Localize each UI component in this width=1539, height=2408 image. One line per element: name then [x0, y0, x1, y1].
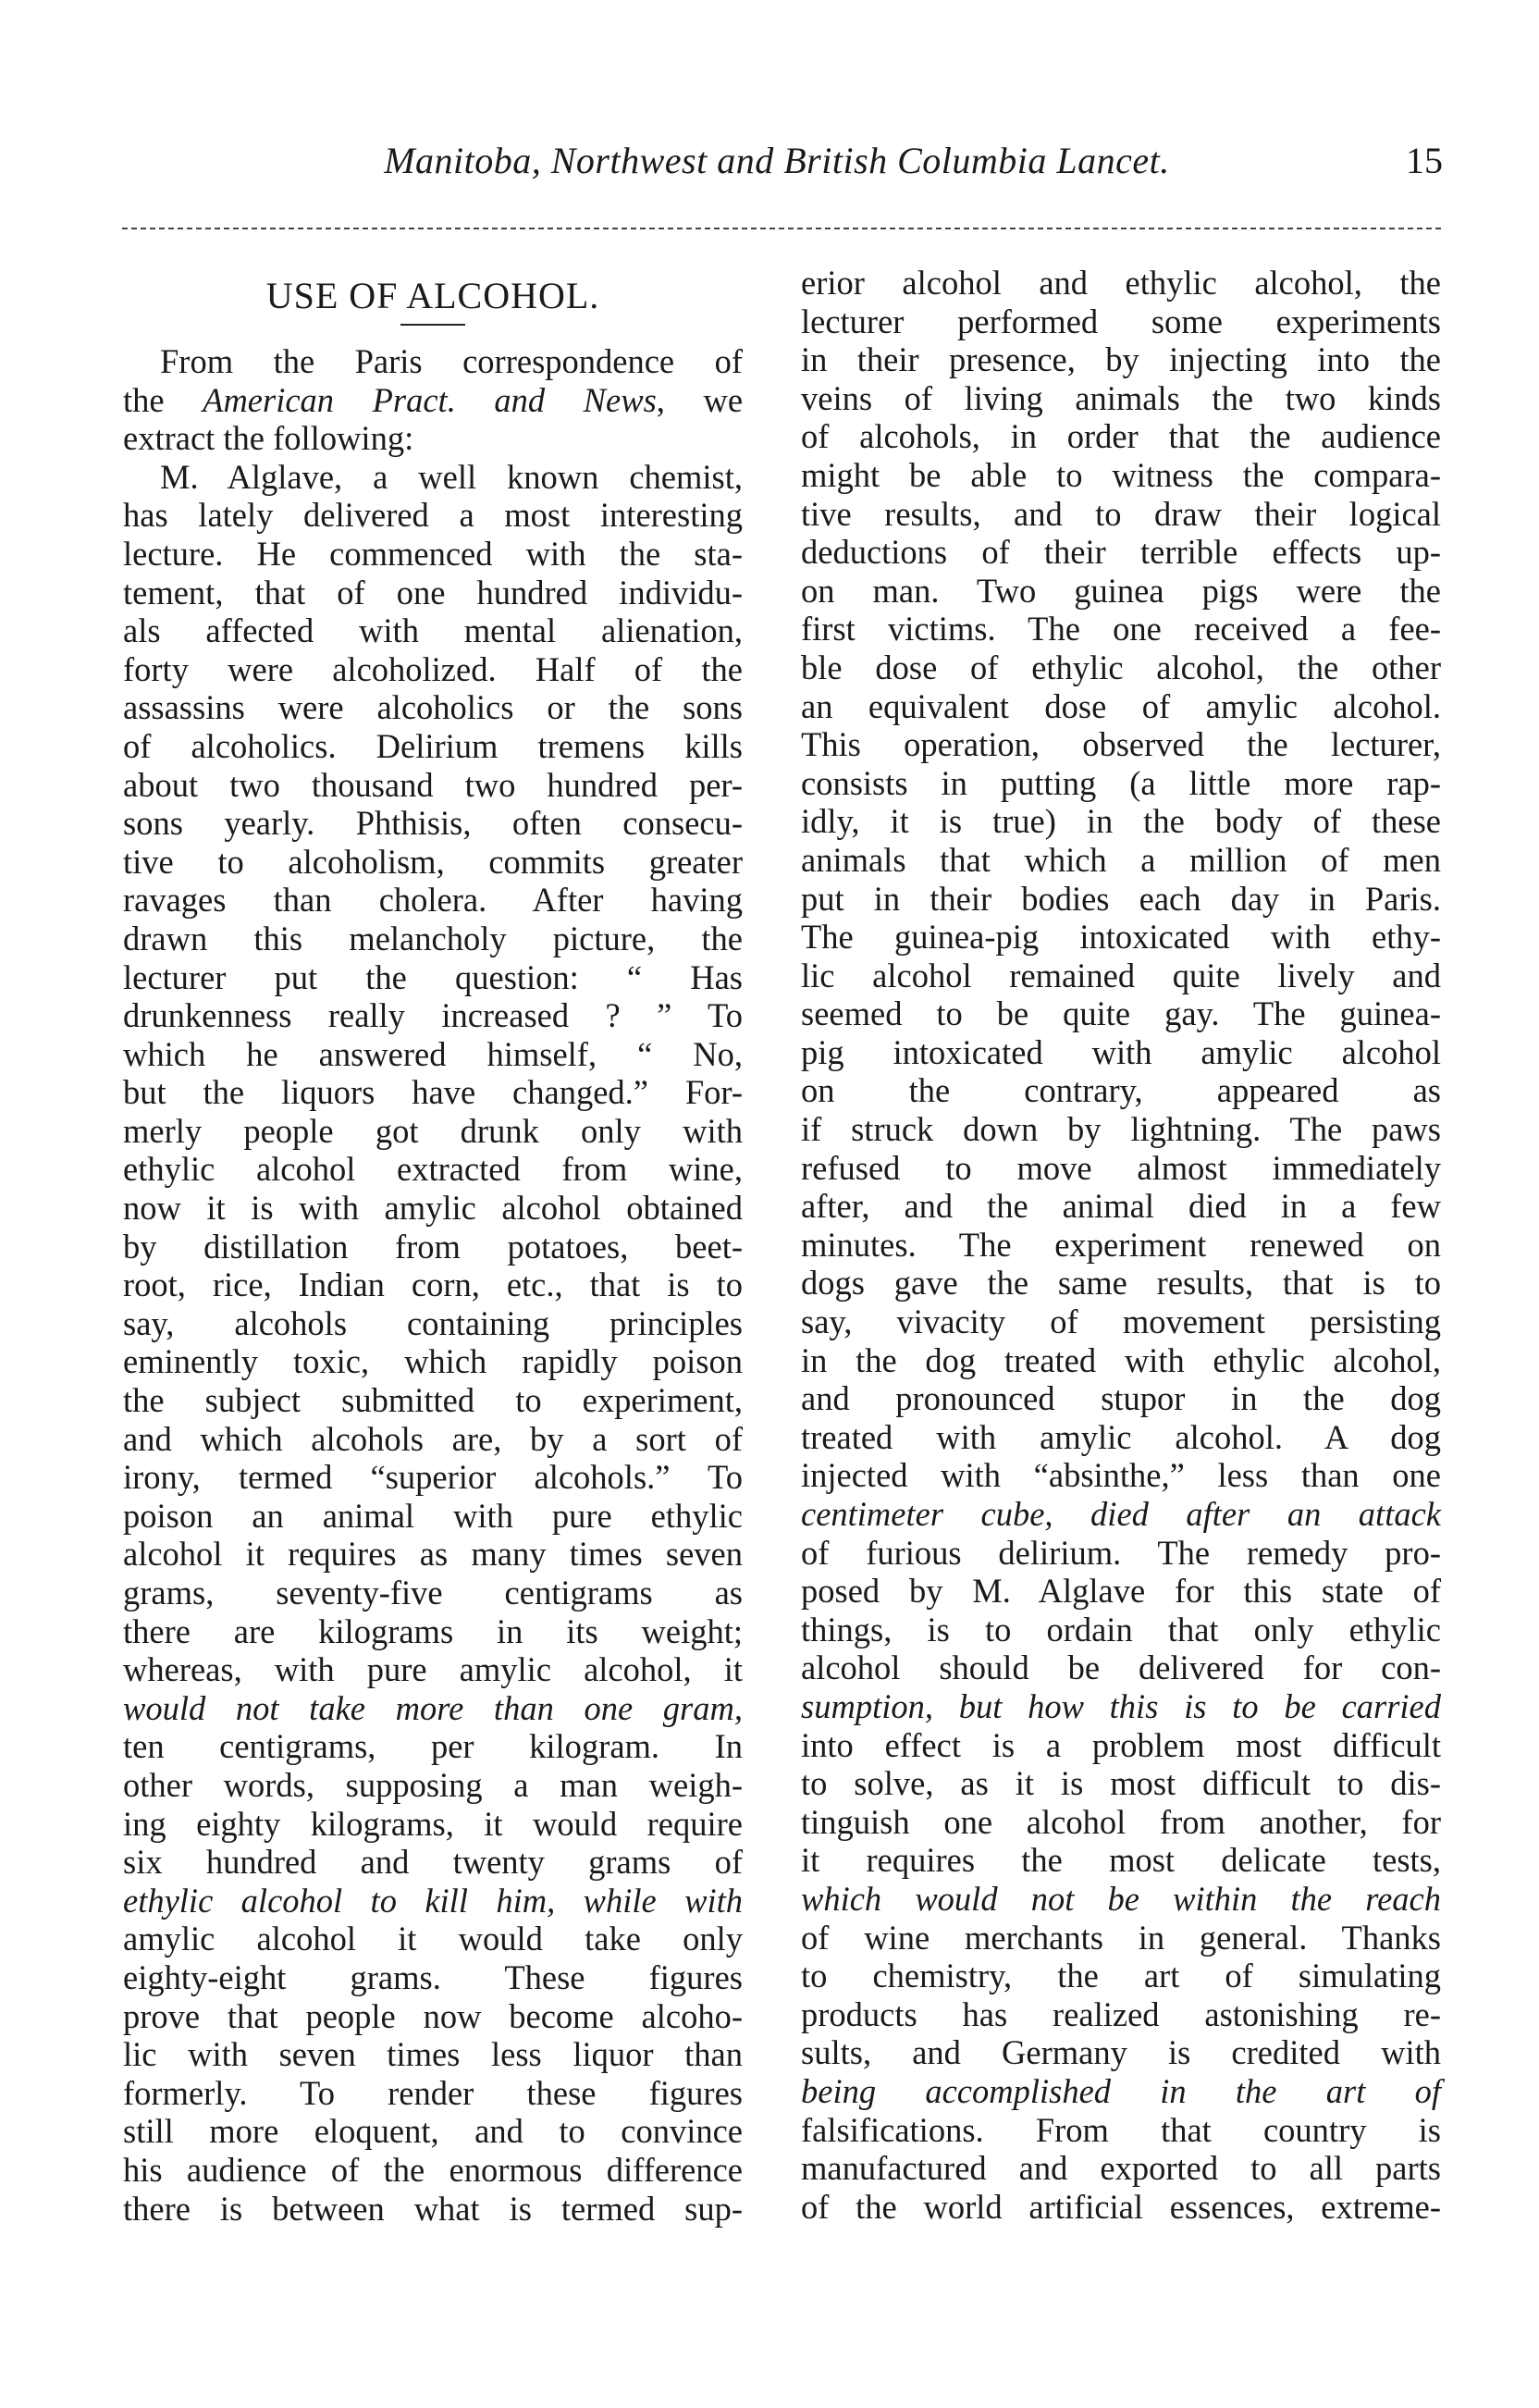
text-line: deductions of their terrible effects up-	[801, 533, 1441, 572]
text-line: six hundred and twenty grams of	[123, 1843, 743, 1882]
text-line: tive to alcoholism, commits greater	[123, 842, 743, 881]
text-line: things, is to ordain that only ethylic	[801, 1610, 1441, 1649]
text-line: into effect is a problem most difficult	[801, 1725, 1441, 1764]
text-line: amylic alcohol it would take only	[123, 1920, 743, 1958]
text-line: forty were alcoholized. Half of the	[123, 649, 743, 688]
text-line: irony, termed “superior alcohols.” To	[123, 1458, 743, 1497]
text-line: the American Pract. and News, we	[123, 380, 744, 419]
left-column-body	[123, 342, 743, 2228]
text-line: which would not be within the reach	[801, 1879, 1441, 1918]
text-line: ravages than cholera. After having	[123, 881, 743, 920]
text-line: first victims. The one received a fee-	[801, 610, 1441, 648]
text-line: alcohol should be delivered for con-	[801, 1649, 1441, 1687]
text-line: in their presence, by injecting into the	[801, 340, 1441, 379]
text-line: tive results, and to draw their logical	[801, 494, 1441, 533]
text-line: falsifications. From that country is	[801, 2110, 1441, 2149]
left-column	[123, 264, 743, 2228]
text-line: eminently toxic, which rapidly poison	[123, 1342, 743, 1381]
text-line: lic alcohol remained quite lively and	[801, 956, 1441, 994]
text-line: has lately delivered a most interesting	[123, 496, 743, 535]
text-line: whereas, with pure amylic alcohol, it	[123, 1650, 743, 1689]
header-rule	[122, 228, 1441, 229]
text-line: an equivalent dose of amylic alcohol.	[801, 686, 1441, 725]
text-line: and which alcohols are, by a sort of	[123, 1419, 743, 1458]
text-line: From the Paris correspondence of	[160, 342, 743, 380]
text-line: there is between what is termed sup-	[123, 2189, 743, 2228]
title-rule	[400, 324, 465, 326]
text-line: of the world artificial essences, extreme-	[801, 2187, 1441, 2226]
text-line: animals that which a million of men	[801, 840, 1441, 879]
text-line: put in their bodies each day in Paris.	[801, 879, 1441, 918]
text-line: sults, and Germany is credited with	[801, 2033, 1441, 2072]
text-line: extract the following:	[123, 419, 414, 458]
text-line: idly, it is true) in the body of these	[801, 802, 1441, 841]
text-line: ethylic alcohol to kill him, while with	[123, 1881, 743, 1920]
text-line: prove that people now become alcoho-	[123, 1996, 743, 2035]
text-line: als affected with mental alienation,	[123, 611, 743, 650]
text-line: The guinea-pig intoxicated with ethy-	[801, 918, 1441, 957]
text-line: the subject submitted to experiment,	[123, 1381, 743, 1420]
text-line: but the liquors have changed.” For-	[123, 1073, 743, 1112]
text-line: ethylic alcohol extracted from wine,	[123, 1150, 743, 1189]
text-line: grams, seventy-five centigrams as	[123, 1574, 743, 1612]
text-line: erior alcohol and ethylic alcohol, the	[801, 264, 1441, 302]
text-line: assassins were alcoholics or the sons	[123, 688, 743, 727]
text-line: on man. Two guinea pigs were the	[801, 571, 1441, 610]
text-line: ten centigrams, per kilogram. In	[123, 1727, 743, 1766]
text-line: by distillation from potatoes, beet-	[123, 1227, 743, 1266]
text-line: alcohol it requires as many times seven	[123, 1535, 743, 1574]
text-line: lecturer performed some experiments	[801, 302, 1441, 340]
text-line: there are kilograms in its weight;	[123, 1612, 743, 1650]
running-head	[111, 139, 1443, 194]
text-line: about two thousand two hundred per-	[123, 765, 743, 804]
text-line: would not take more than one gram,	[123, 1688, 743, 1727]
text-line: and pronounced stupor in the dog	[801, 1379, 1441, 1418]
text-line: ing eighty kilograms, it would require	[123, 1804, 743, 1843]
text-line: on the contrary, appeared as	[801, 1071, 1441, 1110]
right-column	[801, 264, 1441, 2226]
page-number: 15	[1406, 140, 1443, 181]
text-line: of furious delirium. The remedy pro-	[801, 1533, 1441, 1572]
text-line: eighty-eight grams. These figures	[123, 1957, 743, 1996]
text-line: tinguish one alcohol from another, for	[801, 1802, 1441, 1841]
text-line: dogs gave the same results, that is to	[801, 1264, 1441, 1303]
text-line: pig intoxicated with amylic alcohol	[801, 1032, 1441, 1071]
text-line: sumption, but how this is to be carried	[801, 1686, 1441, 1725]
text-line: lecture. He commenced with the sta-	[123, 534, 743, 573]
text-line: seemed to be quite gay. The guinea-	[801, 994, 1441, 1033]
text-line: in the dog treated with ethylic alcohol,	[801, 1340, 1441, 1379]
text-line: lic with seven times less liquor than	[123, 2035, 743, 2074]
text-line: merly people got drunk only with	[123, 1111, 743, 1150]
right-column-body	[801, 264, 1441, 2226]
text-line: refused to move almost immediately	[801, 1148, 1441, 1187]
text-line: poison an animal with pure ethylic	[123, 1496, 743, 1535]
text-line: minutes. The experiment renewed on	[801, 1225, 1441, 1264]
text-line: tement, that of one hundred individu-	[123, 573, 743, 611]
text-line: drunkenness really increased ? ” To	[123, 996, 743, 1035]
text-line: sons yearly. Phthisis, often consecu-	[123, 804, 743, 843]
text-line: after, and the animal died in a few	[801, 1187, 1441, 1226]
text-line: root, rice, Indian corn, etc., that is to	[123, 1266, 743, 1304]
text-line: posed by M. Alglave for this state of	[801, 1572, 1441, 1611]
text-line: drawn this melancholy picture, the	[123, 919, 743, 957]
text-line: being accomplished in the art of	[801, 2071, 1441, 2110]
text-line: of alcoholics. Delirium tremens kills	[123, 726, 743, 765]
text-line: injected with “absinthe,” less than one	[801, 1456, 1441, 1495]
text-line: This operation, observed the lecturer,	[801, 725, 1441, 764]
article-title: USE OF ALCOHOL.	[265, 275, 600, 316]
text-line: say, alcohols containing principles	[123, 1303, 743, 1342]
text-line: centimeter cube, died after an attack	[801, 1495, 1441, 1533]
text-line: veins of living animals the two kinds	[801, 378, 1441, 417]
text-line: which he answered himself, “ No,	[123, 1034, 743, 1073]
running-title: Manitoba, Northwest and British Columbia Lancet.	[384, 140, 1170, 181]
text-line: if struck down by lightning. The paws	[801, 1110, 1441, 1149]
text-line: now it is with amylic alcohol obtained	[123, 1189, 743, 1228]
text-line: products has realized astonishing re-	[801, 1994, 1441, 2033]
text-line: might be able to witness the compara-	[801, 455, 1441, 494]
text-line: M. Alglave, a well known chemist,	[160, 457, 743, 496]
text-line: manufactured and exported to all parts	[801, 2149, 1441, 2188]
text-line: of alcohols, in order that the audience	[801, 417, 1441, 456]
text-line: say, vivacity of movement persisting	[801, 1303, 1441, 1341]
text-line: still more eloquent, and to convince	[123, 2112, 743, 2151]
text-line: to solve, as it is most difficult to dis-	[801, 1764, 1441, 1803]
text-line: formerly. To render these figures	[123, 2073, 743, 2112]
text-line: his audience of the enormous difference	[123, 2150, 743, 2189]
text-line: treated with amylic alcohol. A dog	[801, 1417, 1441, 1456]
text-line: of wine merchants in general. Thanks	[801, 1918, 1441, 1957]
text-line: consists in putting (a little more rap-	[801, 763, 1441, 802]
text-line: lecturer put the question: “ Has	[123, 957, 743, 996]
text-line: ble dose of ethylic alcohol, the other	[801, 648, 1441, 686]
text-line: it requires the most delicate tests,	[801, 1841, 1441, 1880]
text-line: to chemistry, the art of simulating	[801, 1957, 1441, 1995]
text-line: other words, supposing a man weigh-	[123, 1765, 743, 1804]
